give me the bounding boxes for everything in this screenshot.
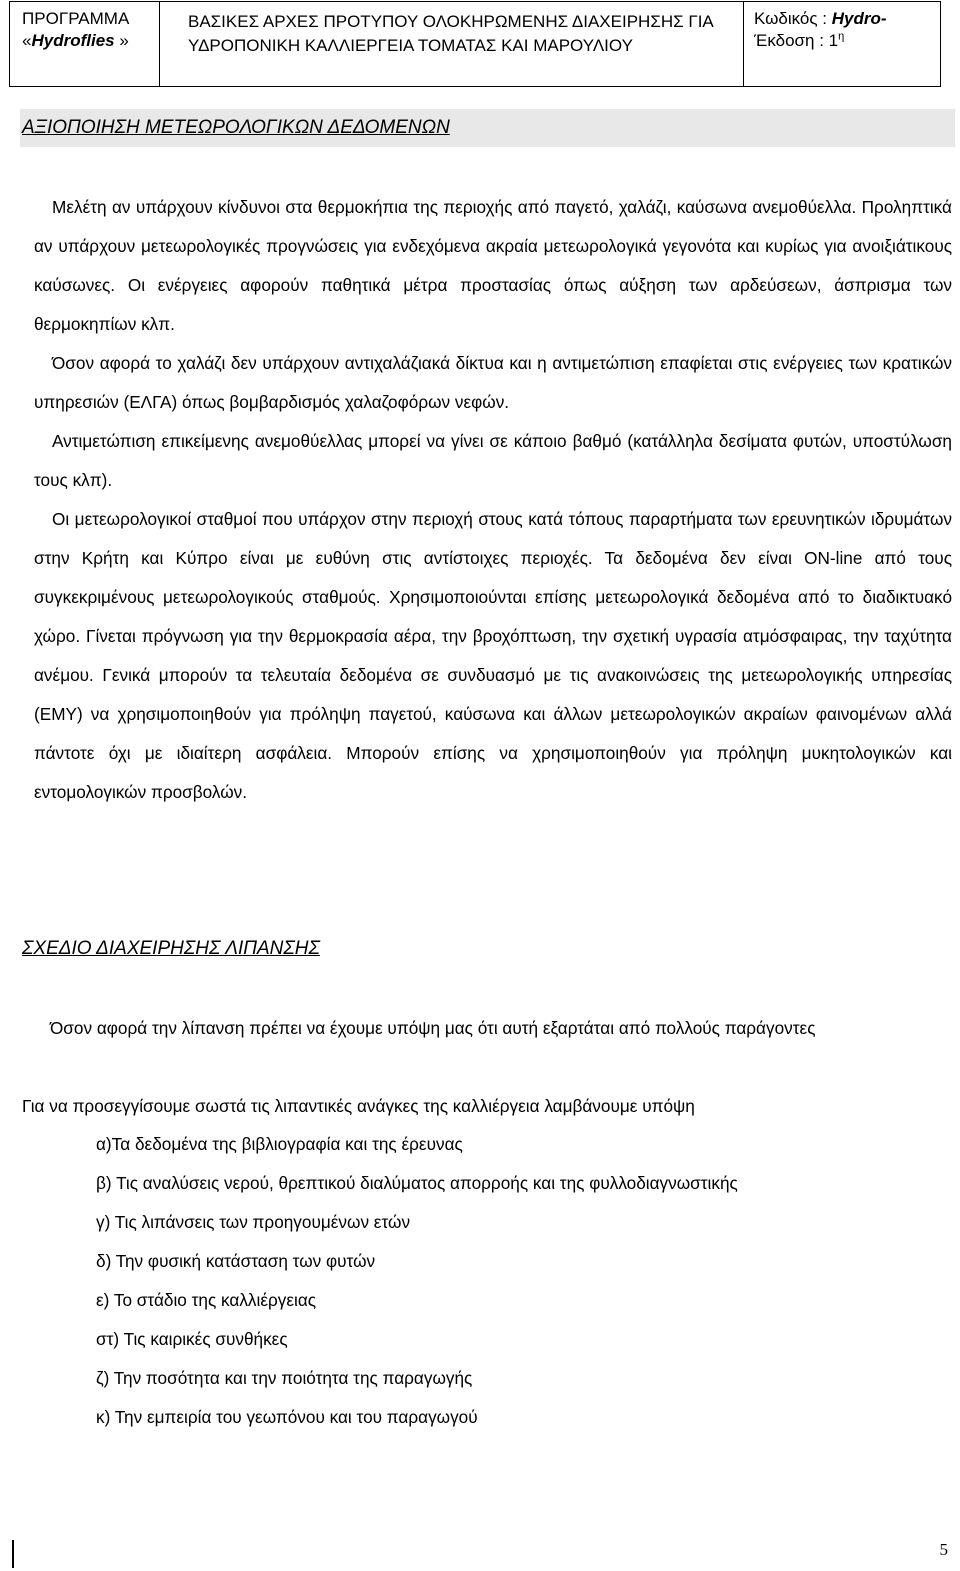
- quote-close: »: [114, 31, 129, 50]
- code-cell: [744, 2, 940, 86]
- list-item: κ) Την εμπειρία του γεωπόνου και του παραγωγού: [96, 1407, 478, 1427]
- code-line: [754, 8, 940, 30]
- title-cell: [160, 2, 744, 86]
- list-item: στ) Τις καιρικές συνθήκες: [96, 1329, 288, 1349]
- list-item: ε) Το στάδιο της καλλιέργειας: [96, 1290, 317, 1310]
- list-item: ζ) Την ποσότητα και την ποιότητα της παραγωγής: [96, 1368, 473, 1388]
- document-header: [9, 1, 941, 87]
- paragraph-storm: Αντιμετώπιση επικείμενης ανεμοθύελλας μπορεί να γίνει σε κάποιο βαθμό (κατάλληλα δεσίματα φυτών, υποστύλωση τους κλπ).: [34, 431, 952, 490]
- section-title: ΑΞΙΟΠΟΙΗΣΗ ΜΕΤΕΩΡΟΛΟΓΙΚΩΝ ΔΕΔΟΜΕΝΩΝ: [22, 117, 450, 138]
- page-number: 5: [939, 1540, 948, 1559]
- list-item: β) Τις αναλύσεις νερού, θρεπτικού διαλύματος απορροής και της φυλλοδιαγνωστικής: [96, 1173, 738, 1193]
- margin-bar: [12, 1540, 14, 1568]
- section-heading-fertilization: [22, 934, 320, 964]
- quote-open: «: [22, 31, 32, 50]
- factors-list: [96, 1125, 738, 1437]
- edition-line: [754, 30, 940, 52]
- paragraph-stations: Οι μετεωρολογικοί σταθμοί που υπάρχον στην περιοχή στους κατά τόπους παραρτήματα των ερευνητικών ιδρυμάτων στην Κρήτη και Κύπρο είναι με ευθύνη στις αντίστοιχες περιοχές. Τα δεδομένα δεν είναι ON-line από τους συγκεκριμένους μετεωρολογικούς σταθμούς. Χρησιμοποιούνται επίσης μετεωρολογικά δεδομένα από το διαδικτυακό χώρο. Γίνεται πρόγνωση για την θερμοκρασία αέρα, την βροχόπτωση, την σχετική υγρασία ατμόσφαιρας, την ταχύτητα ανέμου. Γενικά μπορούν τα τελευταία δεδομένα σε συνδυασμό με τις ανακοινώσεις της μετεωρολογικής υπηρεσίας (ΕΜΥ) να χρησιμοποιηθούν για πρόληψη παγετού, καύσωνα και άλλων μετεωρολογικών ακραίων φαινομένων αλλά πάντοτε όχι με ιδιαίτερη ασφάλεια. Μπορούν επίσης να χρησιμοποιηθούν για πρόληψη μυκητολογικών και εντομολογικών προσβολών.: [34, 509, 952, 802]
- program-name: Hydroflies: [31, 31, 115, 50]
- list-item: γ) Τις λιπάνσεις των προηγουμένων ετών: [96, 1212, 411, 1232]
- paragraph-hail: Όσον αφορά το χαλάζι δεν υπάρχουν αντιχαλάζιακά δίκτυα και η αντιμετώπιση επαφίεται στις ενέργειες των κρατικών υπηρεσιών (ΕΛΓΑ) όπως βομβαρδισμός χαλαζοφόρων νεφών.: [34, 353, 952, 412]
- program-label: ΠΡΟΓΡΑΜΜΑ: [22, 9, 130, 28]
- list-item: α)Τα δεδομένα της βιβλιογραφία και της έρευνας: [96, 1134, 463, 1154]
- program-cell: [10, 2, 160, 86]
- paragraph-fertilization-lead: Για να προσεγγίσουμε σωστά τις λιπαντικές ανάγκες της καλλιέργεια λαμβάνουμε υπόψη: [22, 1096, 695, 1116]
- paragraph-fertilization-intro: Όσον αφορά την λίπανση πρέπει να έχουμε υπόψη μας ότι αυτή εξαρτάται από πολλούς παράγοντες: [50, 1018, 816, 1038]
- edition-sup: η: [838, 30, 845, 43]
- paragraph-risks: Μελέτη αν υπάρχουν κίνδυνοι στα θερμοκήπια της περιοχής από παγετό, χαλάζι, καύσωνα ανεμοθύελλα. Προληπτικά αν υπάρχουν μετεωρολογικές προγνώσεις για ενδεχόμενα ακραία μετεωρολογικά γεγονότα και κυρίως για ανοιξιάτικους καύσωνες. Οι ενέργειες αφορούν παθητικά μέτρα προστασίας όπως αύξηση των αρδεύσεων, άσπρισμα των θερμοκηπίων κλπ.: [34, 197, 952, 334]
- section-heading-weather: [20, 109, 955, 147]
- code-value: Hydro-: [831, 9, 887, 28]
- program-name-line: [22, 30, 159, 52]
- section-title: ΣΧΕΔΙΟ ΔΙΑΧΕΙΡΗΣΗΣ ΛΙΠΑΝΣΗΣ: [22, 938, 320, 959]
- list-item: δ) Την φυσική κατάσταση των φυτών: [96, 1251, 376, 1271]
- doc-title-line1: ΒΑΣΙΚΕΣ ΑΡΧΕΣ ΠΡΟΤΥΠΟΥ ΟΛΟΚΗΡΩΜΕΝΗΣ ΔΙΑΧΕΙΡΗΣΗΣ ΓΙΑ: [188, 12, 714, 31]
- code-label: Κωδικός :: [754, 9, 832, 28]
- edition-label: Έκδοση : 1: [754, 31, 839, 50]
- doc-title-line2: ΥΔΡΟΠΟΝΙΚΗ ΚΑΛΛΙΕΡΓΕΙΑ ΤΟΜΑΤΑΣ ΚΑΙ ΜΑΡΟΥΛΙΟΥ: [188, 36, 633, 55]
